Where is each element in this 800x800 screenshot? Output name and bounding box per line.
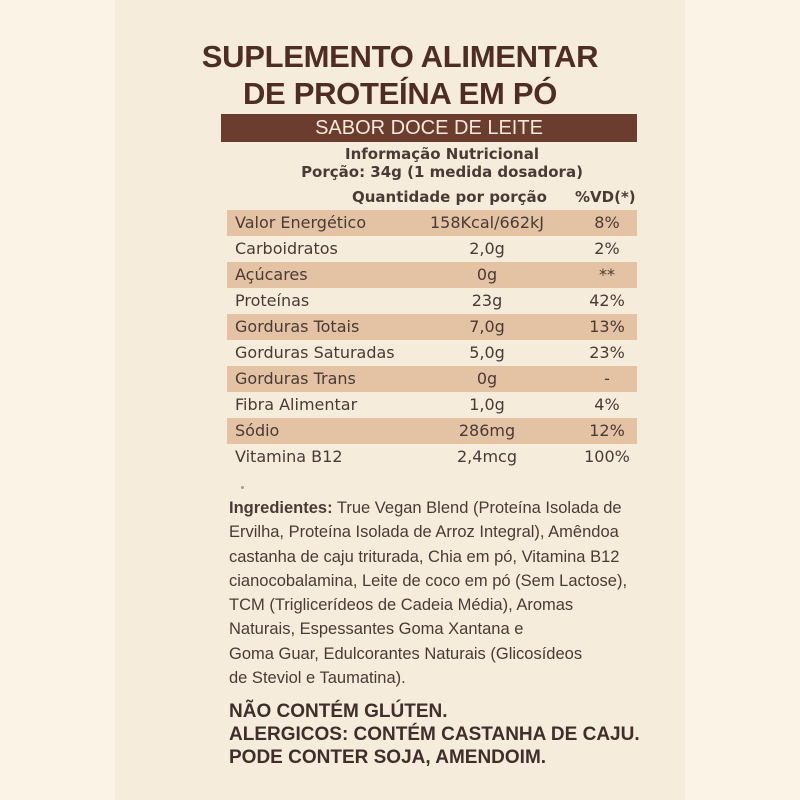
nutrient-vd: 100% [584, 447, 630, 466]
product-title-line-2: DE PROTEÍNA EM PÓ [242, 76, 558, 111]
nutrient-name: Valor Energético [235, 213, 367, 232]
nutrient-quantity: 0g [476, 265, 498, 284]
nutrient-name: Sódio [235, 421, 280, 440]
nutrient-quantity: 23g [471, 291, 503, 310]
table-row [227, 288, 637, 314]
ingredients-line [229, 496, 649, 520]
ingredients-line: de Steviol e Taumatina). [229, 669, 406, 688]
nutrient-quantity: 5,0g [469, 343, 505, 362]
nutrient-name: Proteínas [235, 291, 310, 310]
nutrient-name: Açúcares [235, 265, 308, 284]
table-row [227, 314, 637, 340]
nutrient-name: Gorduras Trans [235, 369, 356, 388]
nutrient-vd: 8% [594, 213, 620, 232]
nutrient-quantity: 158Kcal/662kJ [430, 213, 544, 232]
nutrient-vd: 12% [589, 421, 625, 440]
nutrient-vd: 13% [589, 317, 625, 336]
table-row [227, 340, 637, 366]
nutrient-name: Vitamina B12 [235, 447, 343, 466]
column-header-quantity: Quantidade por porção [352, 188, 547, 206]
product-title-line-1: SUPLEMENTO ALIMENTAR [201, 39, 599, 74]
nutrient-vd: ** [599, 265, 615, 284]
allergen-warning: ALERGICOS: CONTÉM CASTANHA DE CAJU. [229, 724, 640, 745]
flavor-banner: SABOR DOCE DE LEITE [221, 114, 637, 142]
nutrient-quantity: 0g [476, 369, 498, 388]
ingredients-line: Ervilha, Proteína Isolada de Arroz Integral), Amêndoa [229, 523, 619, 542]
table-row [227, 444, 637, 470]
product-title [0, 38, 800, 112]
table-row [227, 262, 637, 288]
nutrient-vd: 4% [594, 395, 620, 414]
column-header-vd: %VD(*) [575, 188, 636, 206]
ingredients-label: Ingredientes: [229, 499, 333, 517]
nutrient-name: Fibra Alimentar [235, 395, 358, 414]
table-row [227, 418, 637, 444]
nutrient-vd: 42% [589, 291, 625, 310]
allergen-warnings [229, 700, 659, 769]
divider-dot [241, 486, 244, 489]
nutrient-name: Gorduras Totais [235, 317, 360, 336]
ingredients-line: cianocobalamina, Leite de coco em pó (Sem Lactose), [229, 571, 628, 590]
nutrient-quantity: 2,4mcg [457, 447, 517, 466]
ingredients-block [229, 496, 649, 690]
table-row [227, 392, 637, 418]
nutrient-quantity: 1,0g [469, 395, 505, 414]
nutrient-quantity: 7,0g [469, 317, 505, 336]
nutrient-name: Gorduras Saturadas [235, 343, 395, 362]
nutrient-quantity: 286mg [458, 421, 516, 440]
gluten-warning: NÃO CONTÉM GLÚTEN. [229, 701, 448, 722]
nutrient-vd: 23% [589, 343, 625, 362]
ingredients-text: True Vegan Blend (Proteína Isolada de [332, 499, 622, 517]
table-row [227, 210, 637, 236]
nutrient-vd: 2% [594, 239, 620, 258]
ingredients-line: Naturais, Espessantes Goma Xantana e [229, 620, 524, 639]
ingredients-line: TCM (Triglicerídeos de Cadeia Média), Aromas [229, 596, 574, 615]
ingredients-line: Goma Guar, Edulcorantes Naturais (Glicosídeos [229, 644, 583, 663]
nutrient-vd: - [604, 369, 610, 388]
table-row [227, 236, 637, 262]
may-contain-warning: PODE CONTER SOJA, AMENDOIM. [229, 747, 547, 768]
portion-size: Porção: 34g (1 medida dosadora) [301, 163, 583, 181]
nutrient-quantity: 2,0g [469, 239, 505, 258]
table-row [227, 366, 637, 392]
ingredients-line: castanha de caju triturada, Chia em pó, Vitamina B12 [229, 547, 620, 566]
nutrition-table [227, 210, 637, 470]
nutrient-name: Carboidratos [235, 239, 338, 258]
nutrition-heading: Informação Nutricional [344, 145, 539, 163]
